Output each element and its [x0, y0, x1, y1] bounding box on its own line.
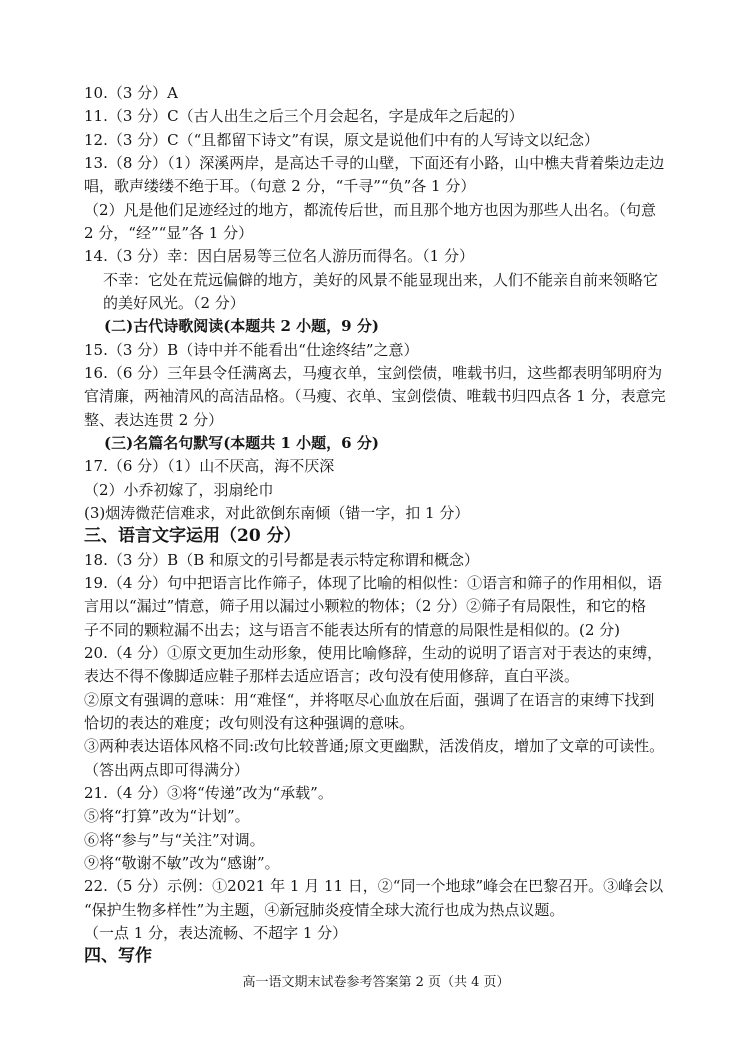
- answer-21-line-1: 21.（4 分）③将“传递”改为“承载”。: [84, 784, 333, 802]
- answer-21-line-3: ⑥将“参与”与“关注”对调。: [84, 831, 265, 849]
- answer-13-line-2: 唱，歌声缕缕不绝于耳。（句意 2 分，“千寻”“负”各 1 分）: [84, 177, 476, 195]
- answer-17-line-2: （2）小乔初嫁了，羽扇纶巾: [84, 481, 274, 499]
- answer-20-line-3: ②原文有强调的意味：用“难怪“，并将呕尽心血放在后面，强调了在语言的束缚下找到: [84, 691, 655, 709]
- answer-12: 12.（3 分）C（“且都留下诗文”有误，原文是说他们中有的人写诗文以纪念）: [84, 131, 599, 149]
- answer-13-line-1: 13.（8 分）（1）深溪两岸，是高达千寻的山壁，下面还有小路，山中樵夫背着柴边走边: [84, 154, 665, 172]
- answer-14-line-3: 的美好风光。（2 分）: [103, 294, 245, 312]
- subsection-ancient-poetry: (二)古代诗歌阅读(本题共 2 小题，9 分): [104, 317, 379, 335]
- answer-10: 10.（3 分）A: [84, 84, 178, 102]
- answer-16-line-1: 16.（6 分）三年县令任满离去，马瘦衣单，宝剑偿债，唯载书归，这些都表明邹明府为: [84, 364, 663, 382]
- answer-14-line-1: 14.（3 分）幸：因白居易等三位名人游历而得名。（1 分）: [84, 247, 474, 265]
- answer-13-line-3: （2）凡是他们足迹经过的地方，都流传后世，而且那个地方也因为那些人出名。（句意: [84, 201, 657, 219]
- answer-17-line-1: 17.（6 分）（1）山不厌高，海不厌深: [84, 457, 335, 475]
- answer-17-line-3: (3)烟涛微茫信难求，对此欲倒东南倾（错一字，扣 1 分）: [84, 504, 470, 522]
- answer-20-line-6: （答出两点即可得满分）: [84, 761, 250, 779]
- answer-21-line-2: ⑤将“打算”改为“计划”。: [84, 807, 250, 825]
- answer-16-line-2: 官清廉，两袖清风的高洁品格。（马瘦、衣单、宝剑偿债、唯载书归四点各 1 分，表意完: [84, 387, 666, 405]
- answer-11: 11.（3 分）C（古人出生之后三个月会起名，字是成年之后起的）: [84, 107, 524, 125]
- answer-22-line-3: （一点 1 分，表达流畅、不超字 1 分）: [84, 924, 348, 942]
- answer-19-line-1: 19.（4 分）句中把语言比作筛子，体现了比喻的相似性：①语言和筛子的作用相似，语: [84, 574, 663, 592]
- answer-19-line-2: 言用以“漏过”情意，筛子用以漏过小颗粒的物体；（2 分）②筛子有局限性，和它的格: [84, 597, 647, 615]
- answer-22-line-2: “保护生物多样性”为主题，④新冠肺炎疫情全球大流行也成为热点议题。: [84, 901, 565, 919]
- answer-13-line-4: 2 分，“经”“显”各 1 分）: [84, 224, 254, 242]
- section-heading-language: 三、语言文字运用（20 分）: [84, 526, 301, 546]
- answer-20-line-1: 20.（4 分）①原文更加生动形象，使用比喻修辞，生动的说明了语言对于表达的束缚，: [84, 644, 663, 662]
- answer-21-line-4: ⑨将“敬谢不敏”改为“感谢”。: [84, 854, 280, 872]
- answer-16-line-3: 整、表达连贯 2 分）: [84, 411, 224, 429]
- answer-18: 18.（3 分）B（B 和原文的引号都是表示特定称谓和概念）: [84, 551, 479, 569]
- page-footer: 高一语文期末试卷参考答案第 2 页（共 4 页）: [242, 975, 510, 990]
- section-heading-writing: 四、写作: [84, 946, 152, 966]
- subsection-famous-lines: (三)名篇名句默写(本题共 1 小题，6 分): [104, 434, 379, 452]
- answer-20-line-4: 恰切的表达的难度；改句则没有这种强调的意味。: [84, 714, 415, 732]
- answer-19-line-3: 子不同的颗粒漏不出去；这与语言不能表达所有的情意的局限性是相似的。(2 分): [84, 621, 621, 639]
- answer-22-line-1: 22.（5 分）示例：①2021 年 1 月 11 日，②“同一个地球”峰会在巴黎召开。③峰会以: [84, 877, 664, 895]
- answer-20-line-2: 表达不得不像脚适应鞋子那样去适应语言；改句没有使用修辞，直白平淡。: [84, 667, 580, 685]
- answer-20-line-5: ③两种表达语体风格不同:改句比较普通;原文更幽默，活泼俏皮，增加了文章的可读性。: [84, 737, 665, 755]
- answer-14-line-2: 不幸：它处在荒远偏僻的地方，美好的风景不能显现出来，人们不能亲自前来领略它: [103, 271, 659, 289]
- answer-15: 15.（3 分）B（诗中并不能看出“仕途终结”之意）: [84, 341, 419, 359]
